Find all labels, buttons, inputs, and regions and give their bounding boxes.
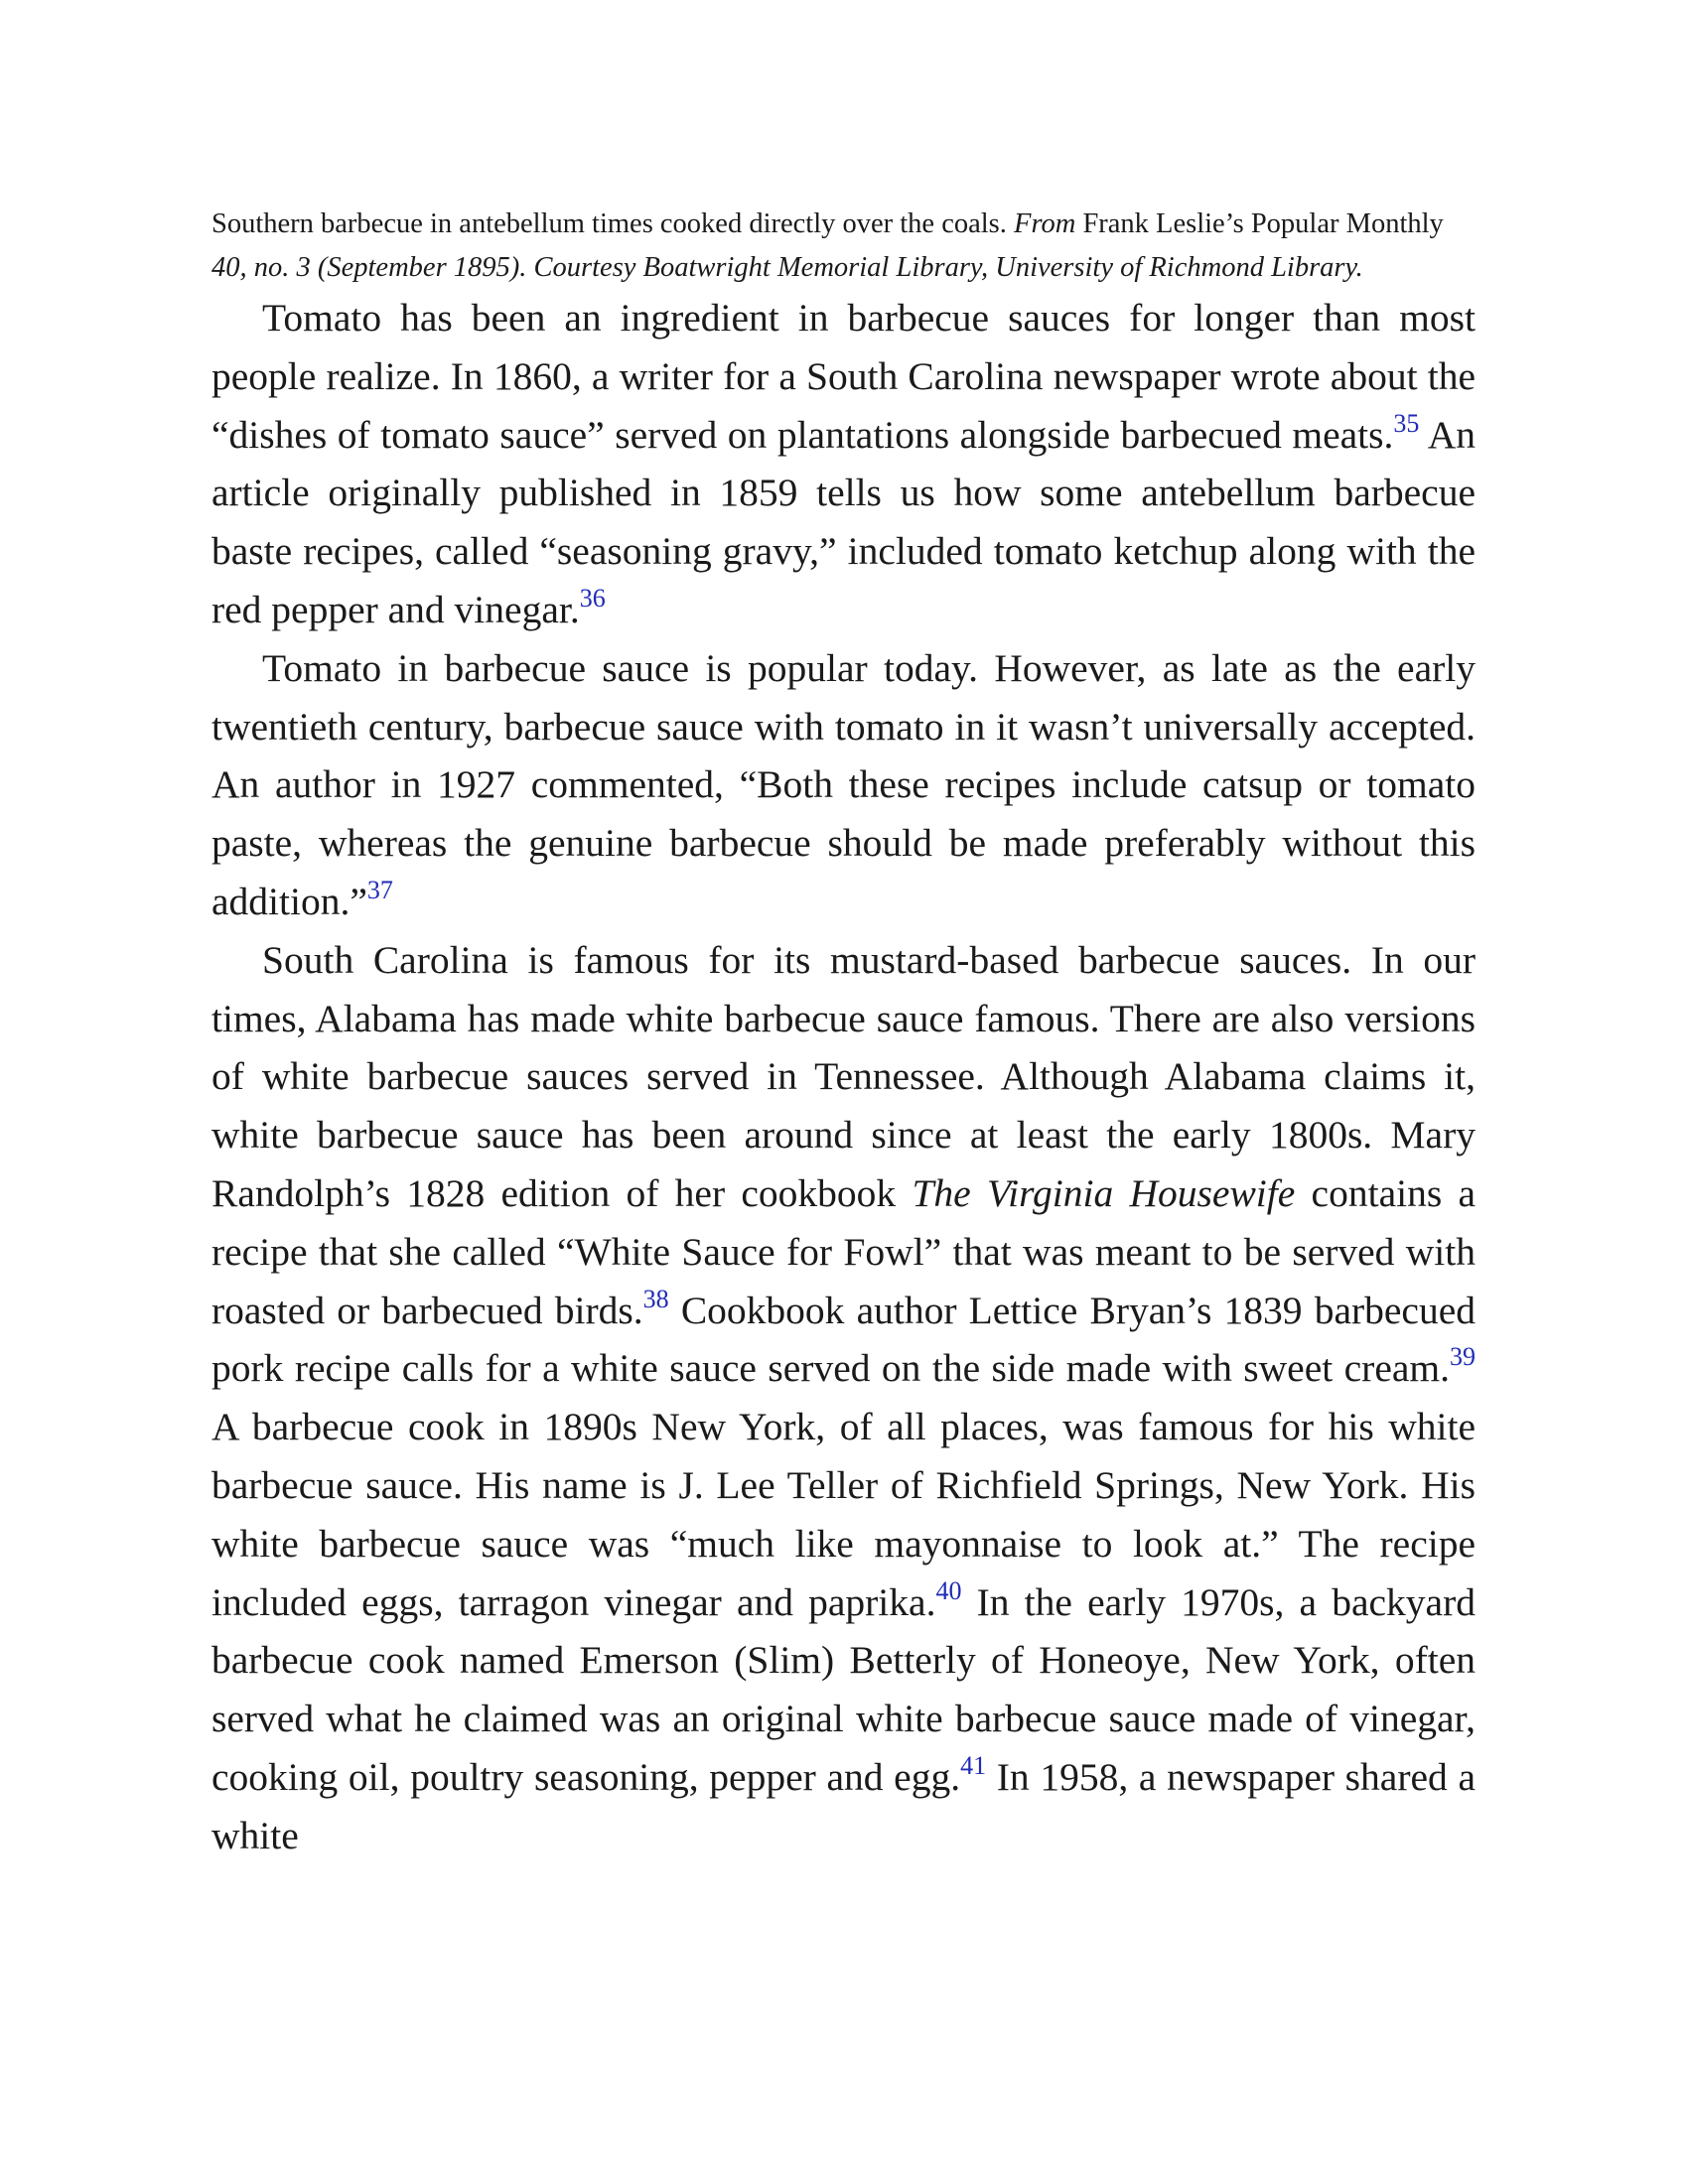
footnote-link-40[interactable]: 40 bbox=[935, 1575, 962, 1605]
book-page bbox=[211, 203, 1476, 1865]
paragraph-text: contains a recipe that she called “White Sauce for Fowl” that was meant to be served with roasted or barbecued birds. bbox=[211, 1170, 1476, 1332]
footnote-link-38[interactable]: 38 bbox=[642, 1284, 669, 1313]
paragraph-tomato-history bbox=[211, 289, 1476, 639]
caption-text: Southern barbecue in antebellum times cooked directly over the coals. bbox=[211, 208, 1015, 239]
footnote-link-36[interactable]: 36 bbox=[579, 583, 606, 613]
footnote-link-39[interactable]: 39 bbox=[1450, 1342, 1476, 1372]
paragraph-text: Tomato has been an ingredient in barbecue sauces for longer than most people realize. In 1860, a writer for a South Carolina newspaper wrote about the “dishes of tomato sauce” served on plantations alongside barbecued meats. bbox=[211, 296, 1476, 457]
figure-caption bbox=[211, 203, 1476, 289]
paragraph-white-sauce bbox=[211, 931, 1476, 1865]
paragraph-text: An article originally published in 1859 tells us how some antebellum barbecue baste recipes, called “seasoning gravy,” included tomato ketchup along with the red pepper and vinegar. bbox=[211, 412, 1476, 631]
footnote-link-41[interactable]: 41 bbox=[960, 1750, 987, 1780]
paragraph-text: In the early 1970s, a backyard barbecue cook named Emerson (Slim) Betterly of Honeoye, New York, often served what he claimed was an original white barbecue sauce made of vinegar, cooking oil, poultry seasoning, pepper and egg. bbox=[211, 1579, 1476, 1799]
paragraph-tomato-today bbox=[211, 639, 1476, 931]
caption-italic-from: From bbox=[1014, 208, 1076, 239]
paragraph-text: In 1958, a newspaper shared a white bbox=[211, 1754, 1476, 1857]
caption-citation: 40, no. 3 (September 1895). Courtesy Boatwright Memorial Library, University of Richmond Library. bbox=[211, 251, 1363, 283]
footnote-link-35[interactable]: 35 bbox=[1393, 408, 1420, 438]
paragraph-text: Cookbook author Lettice Bryan’s 1839 barbecued pork recipe calls for a white sauce served on the side made with sweet cream. bbox=[211, 1288, 1476, 1391]
paragraph-text: Tomato in barbecue sauce is popular today. However, as late as the early twentieth century, barbecue sauce with tomato in it wasn’t universally accepted. An author in 1927 commented, “Both these recipes include catsup or tomato paste, whereas the genuine barbecue should be made preferably without this addition.” bbox=[211, 645, 1476, 923]
paragraph-text: South Carolina is famous for its mustard-based barbecue sauces. In our times, Alabama has made white barbecue sauce famous. There are also versions of white barbecue sauces served in Tennessee. Although Alabama claims it, white barbecue sauce has been around since at least the early 1800s. Mary Randolph’s 1828 edition of her cookbook bbox=[211, 937, 1476, 1215]
book-title: The Virginia Housewife bbox=[912, 1170, 1296, 1215]
caption-source-title: Frank Leslie’s Popular Monthly bbox=[1075, 208, 1444, 239]
footnote-link-37[interactable]: 37 bbox=[366, 875, 393, 904]
paragraph-text: A barbecue cook in 1890s New York, of all places, was famous for his white barbecue sauce. His name is J. Lee Teller of Richfield Springs, New York. His white barbecue sauce was “much like mayonnaise to look at.” The recipe included eggs, tarragon vinegar and paprika. bbox=[211, 1405, 1476, 1624]
